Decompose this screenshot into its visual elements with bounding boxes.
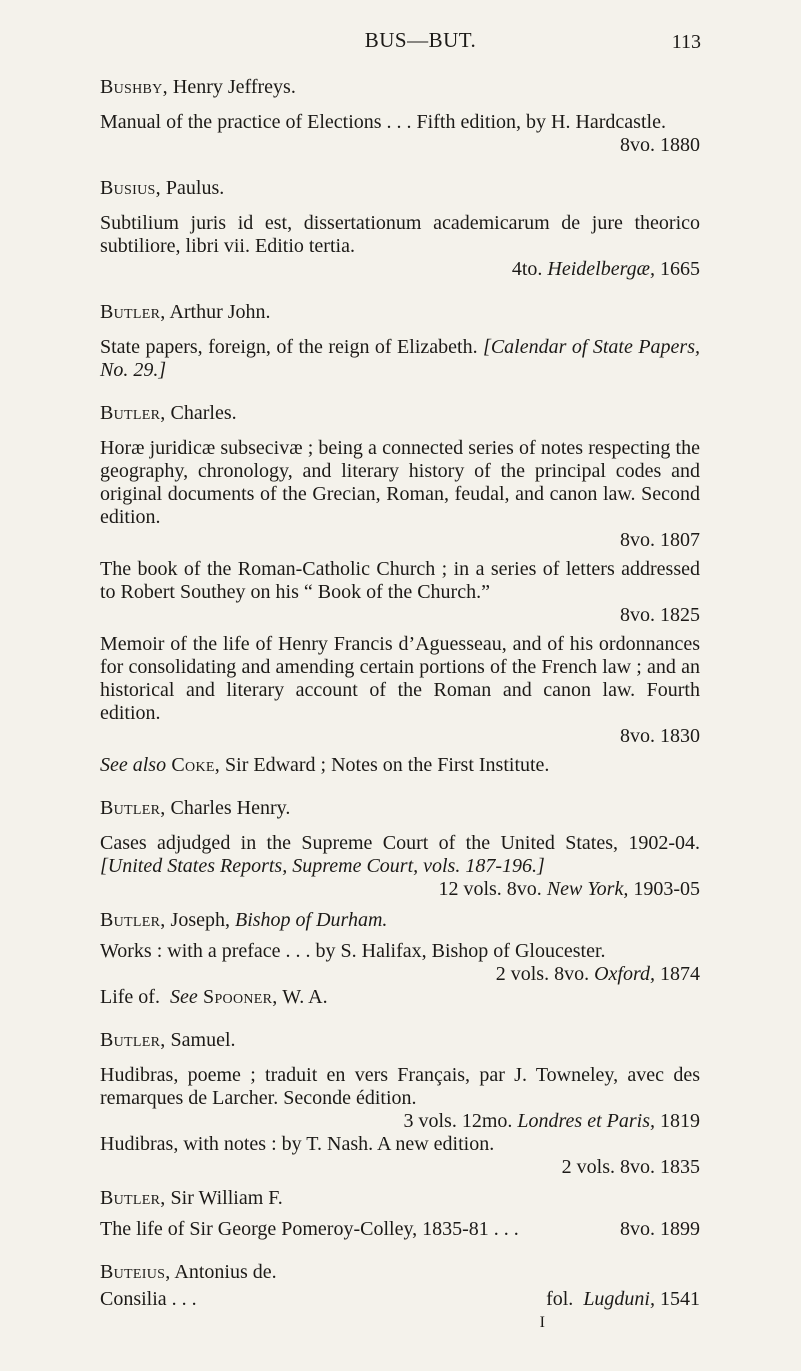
entry-heading bbox=[100, 909, 700, 932]
entry-heading bbox=[100, 177, 700, 200]
author-given: Joseph, bbox=[165, 909, 230, 931]
author-given: Paulus. bbox=[160, 177, 225, 199]
work-title: Cases adjudged in the Supreme Court of the United States, 1902-04. bbox=[100, 832, 700, 854]
running-head bbox=[100, 22, 741, 62]
page-number: 113 bbox=[671, 31, 701, 53]
author-surname: Bushby, bbox=[100, 76, 168, 98]
work-title: The book of the Roman-Catholic Church ; in a series of letters addressed to Robert Southey on his “ Book of the Church.” bbox=[100, 558, 700, 603]
work-title: State papers, foreign, of the reign of Elizabeth. bbox=[100, 336, 478, 358]
see-also-rest: Sir Edward ; Notes on the First Institute. bbox=[220, 754, 550, 776]
author-surname: Butler, bbox=[100, 1187, 166, 1209]
see-also-name: Coke, bbox=[166, 754, 221, 776]
work-imprint: 8vo. 1880 bbox=[620, 134, 700, 156]
author-surname: Butler, bbox=[100, 402, 166, 424]
work-imprint: 8vo. 1825 bbox=[620, 604, 700, 626]
work-item bbox=[100, 1288, 700, 1311]
entry-heading bbox=[100, 1187, 700, 1210]
work-imprint: 8vo. 1899 bbox=[620, 1218, 700, 1240]
life-label: Life of. bbox=[100, 986, 160, 1008]
author-surname: Butler, bbox=[100, 301, 166, 323]
work-series: [United States Reports, Supreme Court, vols. 187-196.] bbox=[100, 855, 545, 877]
see-also-label: See also bbox=[100, 754, 167, 776]
work-imprint bbox=[100, 258, 700, 281]
work-item bbox=[100, 1218, 700, 1241]
work-item bbox=[100, 558, 700, 627]
entry-buteius bbox=[100, 1261, 700, 1334]
work-item bbox=[100, 633, 700, 748]
work-item bbox=[100, 940, 700, 986]
work-title: The life of Sir George Pomeroy-Colley, 1835-81 . . . bbox=[100, 1218, 519, 1240]
entry-butler-joseph bbox=[100, 909, 700, 1009]
work-imprint: 8vo. 1807 bbox=[620, 529, 700, 551]
work-item bbox=[100, 336, 700, 382]
entry-butler-william bbox=[100, 1187, 700, 1241]
work-title: Hudibras, poeme ; traduit en vers Français, par J. Towneley, avec des remarques de Larcher. Seconde édition. bbox=[100, 1064, 700, 1109]
entry-bushby bbox=[100, 76, 700, 157]
work-title: Manual of the practice of Elections . . . Fifth edition, by H. Hardcastle. bbox=[100, 111, 666, 133]
work-item bbox=[100, 212, 700, 281]
author-given: Arthur John. bbox=[165, 301, 271, 323]
running-title: BUS—BUT. bbox=[364, 28, 477, 52]
work-volumes: 2 vols. 8vo. bbox=[495, 963, 590, 985]
work-title: Works : with a preface . . . by S. Halifax, Bishop of Gloucester. bbox=[100, 940, 606, 962]
entry-heading bbox=[100, 76, 700, 99]
work-year: 1665 bbox=[660, 258, 700, 280]
author-given: Charles. bbox=[165, 402, 237, 424]
work-year: 1819 bbox=[660, 1110, 700, 1132]
work-format: 4to. bbox=[511, 258, 543, 280]
work-title: Memoir of the life of Henry Francis d’Aguesseau, and of his ordonnances for consolidating and amending certain portions of the French law ; and an historical and literary account of the Roman and canon law. Fourth edition. bbox=[100, 633, 700, 724]
author-given: Sir William F. bbox=[165, 1187, 283, 1209]
work-title: Hudibras, with notes : by T. Nash. A new edition. bbox=[100, 1133, 495, 1155]
see-name: Spooner, bbox=[197, 986, 278, 1008]
author-given: Henry Jeffreys. bbox=[167, 76, 296, 98]
work-place: Londres et Paris, bbox=[517, 1110, 655, 1132]
entry-butler-charles-henry bbox=[100, 797, 700, 901]
work-place: Heidelbergæ, bbox=[547, 258, 655, 280]
work-item bbox=[100, 832, 700, 901]
author-surname: Butler, bbox=[100, 797, 166, 819]
work-volumes: 3 vols. 12mo. bbox=[403, 1110, 513, 1132]
work-item bbox=[100, 111, 700, 157]
see-label: See bbox=[169, 986, 198, 1008]
work-year: 1874 bbox=[660, 963, 700, 985]
work-year: 1541 bbox=[660, 1288, 700, 1310]
entry-butler-charles bbox=[100, 402, 700, 777]
author-title: Bishop of Durham. bbox=[230, 909, 388, 931]
author-surname: Buteius, bbox=[100, 1261, 171, 1283]
see-also-reference bbox=[100, 754, 700, 777]
author-given: Charles Henry. bbox=[165, 797, 291, 819]
work-imprint bbox=[546, 1288, 700, 1311]
work-item bbox=[100, 1133, 700, 1179]
work-series: [Calendar of State Papers, No. 29.] bbox=[100, 336, 700, 381]
work-imprint bbox=[100, 878, 700, 901]
work-item bbox=[100, 1064, 700, 1133]
work-item bbox=[100, 437, 700, 552]
work-place: New York, bbox=[546, 878, 629, 900]
work-year: 1903-05 bbox=[633, 878, 700, 900]
entry-busius bbox=[100, 177, 700, 281]
work-title: Subtilium juris id est, dissertationum academicarum de jure theorico subtiliore, libri vii. Editio tertia. bbox=[100, 212, 700, 257]
author-surname: Butler, bbox=[100, 909, 166, 931]
entry-heading bbox=[100, 301, 700, 324]
entry-butler-arthur-john bbox=[100, 301, 700, 382]
work-imprint bbox=[100, 1110, 700, 1133]
work-place: Oxford, bbox=[594, 963, 655, 985]
entry-heading bbox=[100, 402, 700, 425]
work-format: fol. bbox=[546, 1288, 574, 1310]
work-title: Consilia . . . bbox=[100, 1288, 197, 1310]
work-title: Horæ juridicæ subsecivæ ; being a connected series of notes respecting the geography, chronology, and literary history of the principal codes and original documents of the Grecian, Roman, feudal, and canon law. Second edition. bbox=[100, 437, 700, 528]
work-imprint: 8vo. 1830 bbox=[620, 725, 700, 747]
signature-mark: I bbox=[539, 1314, 545, 1331]
author-given: Antonius de. bbox=[170, 1261, 277, 1283]
life-reference bbox=[100, 986, 700, 1009]
author-surname: Busius, bbox=[100, 177, 161, 199]
work-imprint bbox=[100, 963, 700, 986]
catalogue-entries bbox=[100, 76, 700, 1334]
author-surname: Butler, bbox=[100, 1029, 166, 1051]
work-imprint: 2 vols. 8vo. 1835 bbox=[561, 1156, 700, 1178]
work-volumes: 12 vols. 8vo. bbox=[438, 878, 542, 900]
entry-butler-samuel bbox=[100, 1029, 700, 1179]
entry-heading bbox=[100, 1261, 700, 1284]
entry-heading bbox=[100, 1029, 700, 1052]
work-place: Lugduni, bbox=[583, 1288, 655, 1310]
see-rest: W. A. bbox=[277, 986, 328, 1008]
author-given: Samuel. bbox=[165, 1029, 236, 1051]
entry-heading bbox=[100, 797, 700, 820]
